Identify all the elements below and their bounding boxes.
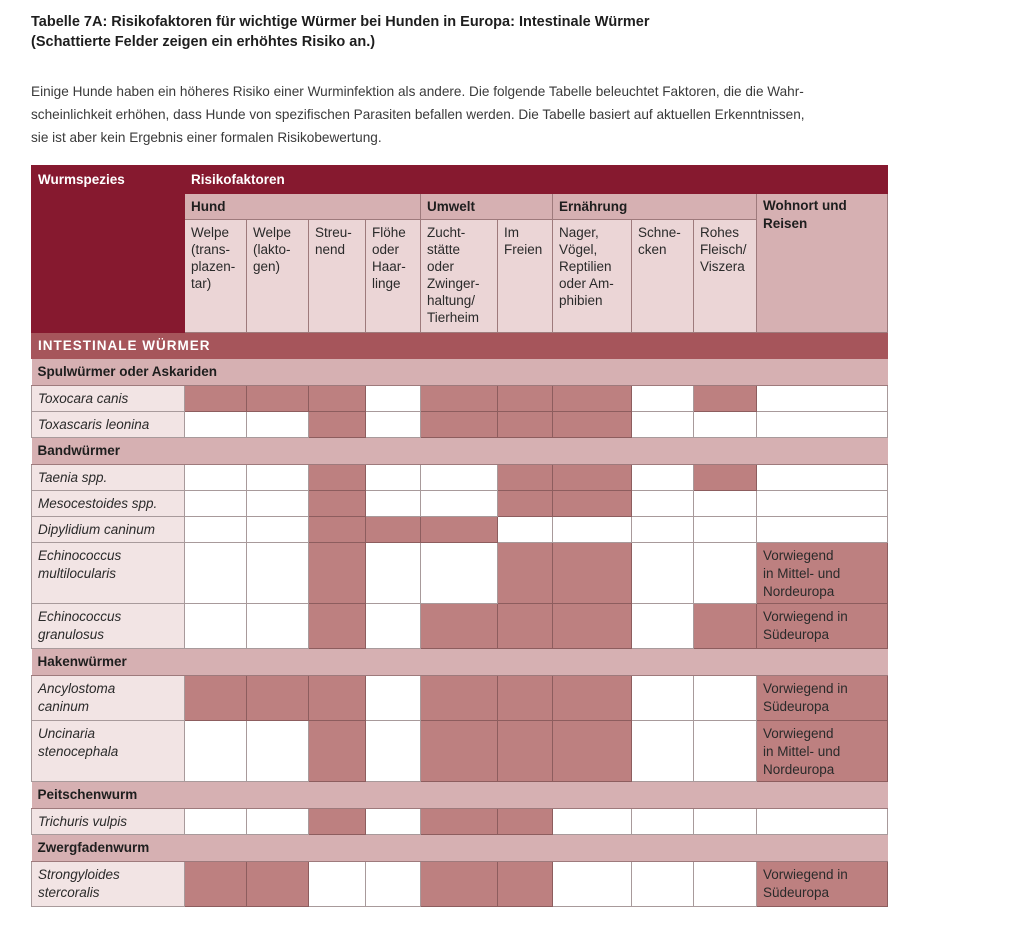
risk-cell-empty <box>185 543 247 604</box>
table-row <box>32 517 888 543</box>
table-row <box>32 604 888 649</box>
risk-cell-empty <box>553 517 632 543</box>
category-header: Peitschenwurm <box>32 782 888 809</box>
wohnort-line: in Mittel- und <box>763 566 841 581</box>
risk-cell-shaded <box>185 676 247 721</box>
wohnort-line: Vorwiegend in <box>763 609 848 624</box>
risk-cell-shaded <box>185 386 247 412</box>
risk-cell-empty <box>632 676 694 721</box>
intro-paragraph <box>31 80 891 149</box>
risk-cell-shaded <box>421 721 498 782</box>
species-name-line: Trichuris vulpis <box>38 814 128 829</box>
column-header-line: Welpe <box>191 225 230 240</box>
risk-cell-empty <box>366 604 421 649</box>
risk-cell-empty <box>694 862 757 907</box>
risk-cell-shaded <box>553 412 632 438</box>
risk-cell-empty <box>366 862 421 907</box>
species-name <box>32 809 185 835</box>
category-header: Zwergfadenwurm <box>32 835 888 862</box>
risk-cell-shaded <box>421 604 498 649</box>
risk-cell-shaded <box>553 604 632 649</box>
risk-cell-empty <box>366 721 421 782</box>
column-header-line: Freien <box>504 242 543 257</box>
risk-cell-shaded <box>498 604 553 649</box>
column-header-line: Reptilien <box>559 259 612 274</box>
risk-cell-empty <box>632 386 694 412</box>
column-header-line: gen) <box>253 259 281 274</box>
risk-cell-empty <box>421 465 498 491</box>
risk-cell-shaded <box>421 809 498 835</box>
column-header-line: linge <box>372 276 401 291</box>
species-name <box>32 604 185 649</box>
risk-cell-empty <box>185 465 247 491</box>
risk-cell-shaded <box>247 862 309 907</box>
risk-cell-empty <box>632 465 694 491</box>
wohnort-cell-empty <box>757 517 888 543</box>
species-name-line: Echinococcus <box>38 609 122 624</box>
risk-cell-shaded <box>553 676 632 721</box>
column-header-line: Im <box>504 225 519 240</box>
risk-cell-shaded <box>309 491 366 517</box>
risk-cell-empty <box>632 491 694 517</box>
risk-cell-shaded <box>553 386 632 412</box>
risk-cell-shaded <box>421 517 498 543</box>
risk-cell-empty <box>366 491 421 517</box>
risk-cell-shaded <box>185 862 247 907</box>
title-line-1: Tabelle 7A: Risikofaktoren für wichtige Würmer bei Hunden in Europa: Intestinale Würmer <box>31 14 650 30</box>
risk-cell-empty <box>632 604 694 649</box>
category-header: Spulwürmer oder Askariden <box>32 359 888 386</box>
risk-cell-empty <box>553 862 632 907</box>
risk-cell-shaded <box>247 676 309 721</box>
risk-cell-shaded <box>498 465 553 491</box>
risk-cell-empty <box>694 721 757 782</box>
risk-cell-shaded <box>498 862 553 907</box>
risk-cell-empty <box>366 543 421 604</box>
intro-line: Einige Hunde haben ein höheres Risiko einer Wurminfektion als andere. Die folgende Tabelle beleuchtet Faktoren, die die Wahr- <box>31 84 804 99</box>
wohnort-line: in Mittel- und <box>763 744 841 759</box>
wohnort-line: Vorwiegend <box>763 548 834 563</box>
group-header-wohnort <box>757 194 888 333</box>
risk-cell-empty <box>366 809 421 835</box>
risk-cell-shaded <box>553 491 632 517</box>
table-row <box>32 809 888 835</box>
wohnort-header-label: Wohnort und Reisen <box>763 198 847 231</box>
column-header-line: haltung/ <box>427 293 476 308</box>
risk-cell-empty <box>421 543 498 604</box>
species-name <box>32 862 185 907</box>
species-name-line: multilocularis <box>38 566 117 581</box>
category-header: Hakenwürmer <box>32 649 888 676</box>
table-row <box>32 386 888 412</box>
column-header-line: Streu- <box>315 225 352 240</box>
risk-cell-shaded <box>421 412 498 438</box>
column-header-line: Welpe <box>253 225 292 240</box>
risk-cell-shaded <box>498 543 553 604</box>
column-header <box>366 220 421 333</box>
column-header-line: Rohes <box>700 225 740 240</box>
column-header-line: Viszera <box>700 259 745 274</box>
species-name-line: Echinococcus <box>38 548 122 563</box>
wohnort-cell-shaded <box>757 721 888 782</box>
risk-cell-empty <box>694 517 757 543</box>
risk-cell-empty <box>632 809 694 835</box>
risk-cell-empty <box>421 491 498 517</box>
risk-cell-empty <box>185 412 247 438</box>
column-header-line: Tierheim <box>427 310 480 325</box>
column-header-line: Zucht- <box>427 225 466 240</box>
risk-cell-empty <box>247 491 309 517</box>
wohnort-cell-empty <box>757 386 888 412</box>
species-name-line: Uncinaria <box>38 726 96 741</box>
risk-cell-shaded <box>498 721 553 782</box>
risk-cell-empty <box>632 412 694 438</box>
column-header-line: (lakto- <box>253 242 291 257</box>
intro-line: scheinlichkeit erhöhen, dass Hunde von spezifischen Parasiten befallen werden. Die Tabelle basiert auf aktuellen Erkenntnissen, <box>31 107 805 122</box>
risk-cell-empty <box>185 809 247 835</box>
risk-cell-empty <box>632 721 694 782</box>
column-header-line: nend <box>315 242 346 257</box>
column-header-line: tar) <box>191 276 212 291</box>
risk-cell-empty <box>247 517 309 543</box>
wohnort-line: Südeuropa <box>763 627 830 642</box>
species-name-line: Ancylostoma <box>38 681 116 696</box>
risk-cell-empty <box>247 721 309 782</box>
wohnort-cell-shaded <box>757 862 888 907</box>
column-header-line: Nager, <box>559 225 599 240</box>
risk-cell-shaded <box>694 386 757 412</box>
column-header-line: oder <box>427 259 455 274</box>
title-line-2: (Schattierte Felder zeigen ein erhöhtes Risiko an.) <box>31 34 376 50</box>
column-header <box>694 220 757 333</box>
table-row <box>32 721 888 782</box>
risk-cell-empty <box>247 412 309 438</box>
column-header <box>421 220 498 333</box>
risk-cell-shaded <box>498 809 553 835</box>
species-name <box>32 517 185 543</box>
species-name <box>32 412 185 438</box>
column-header-line: cken <box>638 242 667 257</box>
table-row <box>32 412 888 438</box>
risk-cell-shaded <box>498 386 553 412</box>
column-header-line: (trans- <box>191 242 231 257</box>
wohnort-line: Südeuropa <box>763 885 830 900</box>
risk-cell-empty <box>247 604 309 649</box>
risk-cell-shaded <box>247 386 309 412</box>
column-header-line: phibien <box>559 293 603 308</box>
risk-cell-shaded <box>553 465 632 491</box>
table-row <box>32 862 888 907</box>
table-row <box>32 676 888 721</box>
column-header-line: Haar- <box>372 259 406 274</box>
species-name-line: Toxascaris leonina <box>38 417 150 432</box>
risk-factor-table <box>31 165 888 907</box>
risk-cell-empty <box>185 517 247 543</box>
species-name-line: Taenia spp. <box>38 470 108 485</box>
risk-cell-shaded <box>309 465 366 491</box>
column-header-line: plazen- <box>191 259 236 274</box>
risk-cell-empty <box>309 862 366 907</box>
species-name <box>32 676 185 721</box>
wohnort-cell-shaded <box>757 604 888 649</box>
wohnort-line: Vorwiegend in <box>763 867 848 882</box>
risk-cell-shaded <box>694 604 757 649</box>
column-header-line: Fleisch/ <box>700 242 747 257</box>
risk-cell-empty <box>366 676 421 721</box>
wohnort-cell-empty <box>757 491 888 517</box>
risk-cell-empty <box>185 491 247 517</box>
column-header <box>553 220 632 333</box>
species-name-line: caninum <box>38 699 90 714</box>
risk-cell-shaded <box>553 543 632 604</box>
risk-cell-shaded <box>309 604 366 649</box>
column-header <box>247 220 309 333</box>
intro-line: sie ist aber kein Ergebnis einer formalen Risikobewertung. <box>31 130 382 145</box>
column-header <box>632 220 694 333</box>
risk-cell-shaded <box>421 862 498 907</box>
column-header-line: stätte <box>427 242 461 257</box>
species-name-line: Dipylidium caninum <box>38 522 156 537</box>
species-name-line: stenocephala <box>38 744 119 759</box>
risk-cell-shaded <box>498 412 553 438</box>
column-header-line: oder Am- <box>559 276 614 291</box>
risk-cell-empty <box>366 412 421 438</box>
wohnort-line: Vorwiegend <box>763 726 834 741</box>
wohnort-line: Nordeuropa <box>763 584 835 599</box>
section-header: INTESTINALE WÜRMER <box>32 333 888 359</box>
risk-cell-shaded <box>421 386 498 412</box>
risk-cell-shaded <box>553 721 632 782</box>
risk-cell-empty <box>366 386 421 412</box>
group-header-umwelt: Umwelt <box>421 194 553 220</box>
column-header-line: oder <box>372 242 400 257</box>
table-title <box>31 12 891 52</box>
risk-factors-header: Risikofaktoren <box>185 166 888 194</box>
column-header-line: Zwinger- <box>427 276 480 291</box>
risk-cell-shaded <box>694 465 757 491</box>
risk-cell-shaded <box>498 676 553 721</box>
risk-cell-shaded <box>309 809 366 835</box>
column-header <box>498 220 553 333</box>
risk-cell-empty <box>498 517 553 543</box>
species-name <box>32 721 185 782</box>
species-name <box>32 491 185 517</box>
species-name <box>32 465 185 491</box>
risk-cell-empty <box>185 721 247 782</box>
risk-cell-shaded <box>309 543 366 604</box>
species-name <box>32 386 185 412</box>
risk-cell-empty <box>694 412 757 438</box>
risk-cell-empty <box>247 543 309 604</box>
species-name-line: stercoralis <box>38 885 100 900</box>
wohnort-cell-empty <box>757 465 888 491</box>
table-row <box>32 543 888 604</box>
wohnort-line: Nordeuropa <box>763 762 835 777</box>
wohnort-line: Südeuropa <box>763 699 830 714</box>
wohnort-cell-empty <box>757 412 888 438</box>
species-name-line: Strongyloides <box>38 867 120 882</box>
risk-cell-shaded <box>309 721 366 782</box>
species-name-line: Toxocara canis <box>38 391 129 406</box>
risk-cell-empty <box>247 809 309 835</box>
risk-cell-empty <box>247 465 309 491</box>
wohnort-cell-shaded <box>757 543 888 604</box>
table-row <box>32 491 888 517</box>
risk-cell-empty <box>694 543 757 604</box>
wohnort-cell-empty <box>757 809 888 835</box>
risk-cell-empty <box>694 491 757 517</box>
risk-cell-empty <box>553 809 632 835</box>
risk-cell-empty <box>632 862 694 907</box>
risk-cell-empty <box>185 604 247 649</box>
risk-cell-empty <box>694 809 757 835</box>
group-header-hund: Hund <box>185 194 421 220</box>
risk-cell-empty <box>632 543 694 604</box>
species-name-line: granulosus <box>38 627 105 642</box>
column-header-line: Schne- <box>638 225 681 240</box>
risk-cell-shaded <box>421 676 498 721</box>
risk-cell-empty <box>632 517 694 543</box>
column-header-line: Flöhe <box>372 225 406 240</box>
table-row <box>32 465 888 491</box>
risk-cell-empty <box>366 465 421 491</box>
species-name-line: Mesocestoides spp. <box>38 496 158 511</box>
risk-cell-shaded <box>309 412 366 438</box>
column-header <box>309 220 366 333</box>
risk-cell-shaded <box>498 491 553 517</box>
column-header <box>185 220 247 333</box>
group-header-ernaehrung: Ernährung <box>553 194 757 220</box>
risk-cell-shaded <box>309 676 366 721</box>
wohnort-cell-shaded <box>757 676 888 721</box>
risk-cell-shaded <box>309 386 366 412</box>
species-name <box>32 543 185 604</box>
category-header: Bandwürmer <box>32 438 888 465</box>
risk-cell-shaded <box>309 517 366 543</box>
species-column-header: Wurmspezies <box>32 166 185 333</box>
column-header-line: Vögel, <box>559 242 598 257</box>
wohnort-line: Vorwiegend in <box>763 681 848 696</box>
risk-cell-shaded <box>366 517 421 543</box>
risk-cell-empty <box>694 676 757 721</box>
